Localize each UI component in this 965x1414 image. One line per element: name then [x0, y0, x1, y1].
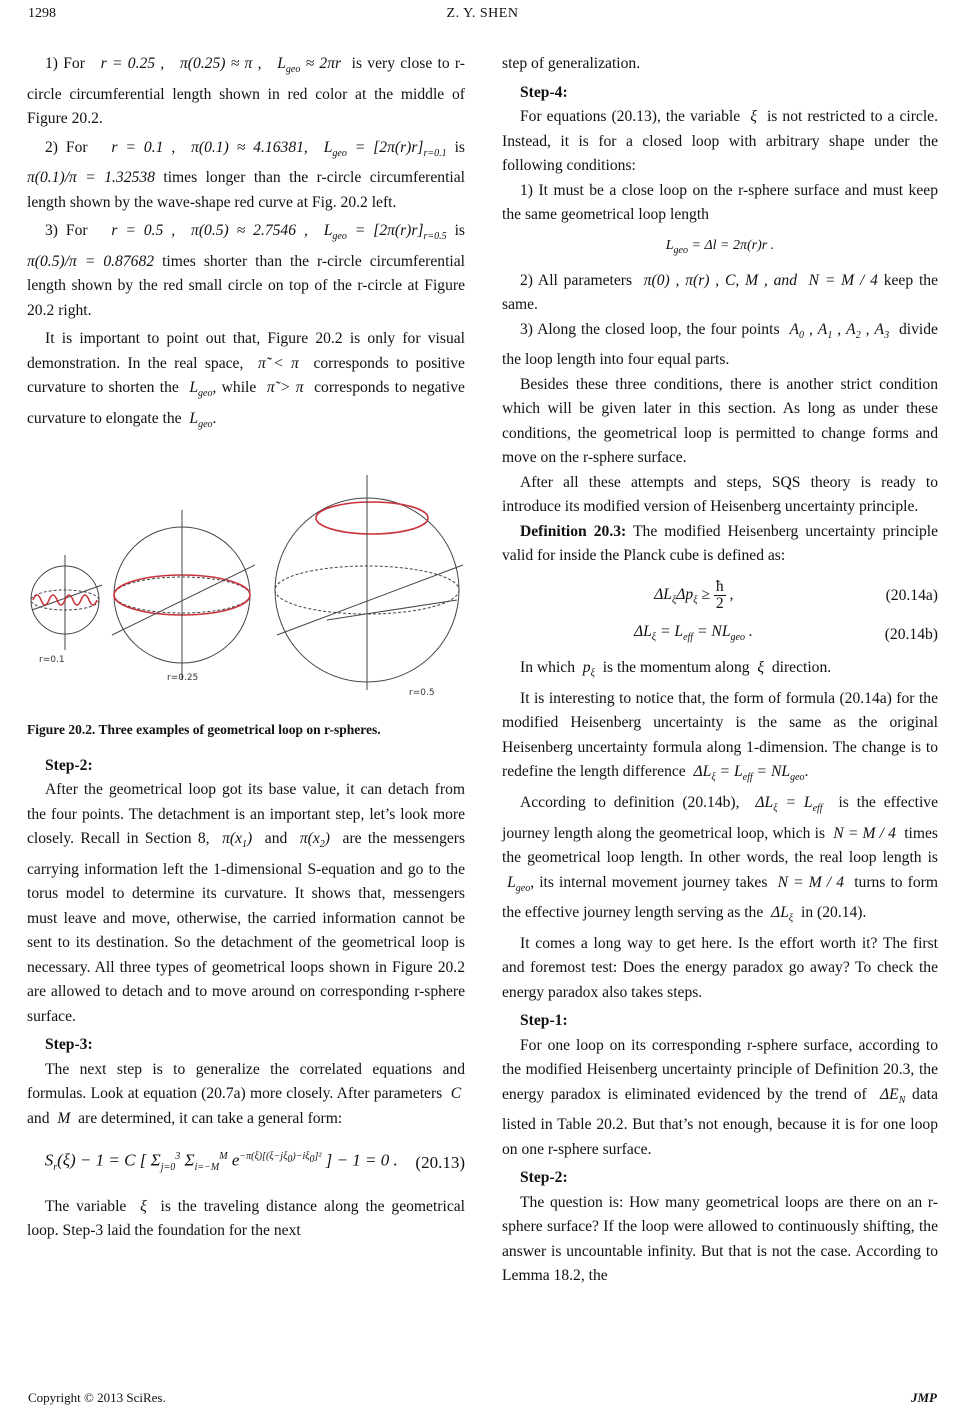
long-way-text: It comes a long way to get here. Is the effort worth it? The first and foremost test: Does the energy paradox go away? To check the energy paradox also takes steps.: [502, 934, 938, 1001]
label-r-middle: r=0.25: [167, 672, 199, 683]
definition-20-3: Definition 20.3: The modified Heisenberg uncertainty principle valid for inside the Planck cube is defined as:: [502, 522, 938, 565]
equation-20-14b: $\Delta L_\xi = L_{eff} = NL_{geo}$ . (20.14b): [633, 622, 938, 643]
step-3-text: The next step is to generalize the correlated equations and formulas. Look at equation (20.7a) more closely. After parameters C and M are determined, it can take a general form:: [27, 1060, 466, 1127]
equation-20-13: $S_r(\xi) - 1 = C$ [ $\Sigma_{j=0}^3$ $\Sigma_{i=-M}^M$ $e^{-\pi(\xi)[(\xi-j\xi_0)-i\xi_0]^2}$ ] − 1 = 0 . (20.13): [44, 1150, 465, 1174]
sphere-illustration: [27, 460, 465, 710]
equation-20-14a: $\Delta L_\xi\Delta p_\xi$ ≥ $\frac{ħ}{2}$ , (20.14a): [654, 577, 938, 612]
sphere-middle: [112, 510, 255, 680]
besides-text: Besides these three conditions, there is another strict condition which will be given later in this section. As long as under these conditions, the geometrical loop is permitted to change forms and move on the r-sphere surface.: [502, 375, 938, 467]
in-which-text: In which $p_\xi$ is the momentum along ξ direction.: [520, 659, 832, 680]
right-column: [502, 52, 938, 1289]
copyright: Copyright © 2013 SciRes.: [28, 1390, 166, 1405]
item-1: 1) For r = 0.25 , π(0.25) ≈ π , $L_{geo} \approx 2\pi r$ is very close to r-circle circumferential length shown in red color at the middle of Figure 20.2.: [27, 55, 465, 128]
interesting-text: It is interesting to notice that, the form of formula (20.14a) for the modified Heisenberg uncertainty is the same as the original Heisenberg uncertainty formula along 1-dimension. The change is to redefine the length difference $\Delta L_\xi = L_{eff} = NL_{geo}$.: [502, 689, 938, 784]
loop-length-equation: $L_{geo} = \Delta l = 2\pi(r)r$ .: [665, 237, 775, 256]
condition-3: 3) Along the closed loop, the four points $A_0$ , $A_1$ , $A_2$ , $A_3$ divide the loop length into four equal parts.: [502, 320, 938, 369]
label-r-right: r=0.5: [409, 687, 435, 698]
s1-text: For one loop on its corresponding r-sphere surface, according to the modified Heisenberg uncertainty principle of Definition 20.3, the energy paradox is eliminated evidenced by the trend of $\Delta E_N$ data listed in Table 20.2. But that’s not enough, because it is for one loop on one r-sphere surface.: [502, 1036, 938, 1158]
item-3: 3) For r = 0.5 , π(0.5) ≈ 2.7546 , $L_{geo} = [2\pi(r)r]_{r=0.5}$ is π(0.5)/π = 0.87682 times shorter than the r-circle circumferential length shown by the red small circle on top of the r-circle at Figure 20.2 right.: [27, 222, 465, 319]
figure-20-2: [27, 460, 465, 710]
continued-text: step of generalization.: [502, 55, 641, 72]
according-text: According to definition (20.14b), $\Delta L_\xi = L_{eff}$ is the effective journey length along the geometrical loop, which is N = M / 4 times the geometrical loop length. In other words, the real loop length is $L_{geo}$, its internal movement journey takes N = M / 4 turns to form the effective journey length serving as the $\Delta L_\xi$ in (20.14).: [502, 793, 939, 925]
s2-title: Step-2:: [520, 1169, 568, 1187]
step-2-title: Step-2:: [45, 756, 93, 774]
condition-1: 1) It must be a close loop on the r-sphere surface and must keep the same geometrical loop length: [502, 181, 938, 223]
after-all-text: After all these attempts and steps, SQS theory is ready to introduce its modified version of Heisenberg uncertainty principle.: [502, 473, 938, 516]
running-author: Z. Y. SHEN: [446, 6, 519, 21]
page-number: 1298: [28, 6, 56, 21]
page-footer: [28, 1390, 937, 1410]
condition-2: 2) All parameters π(0) , π(r) , C, M , and N = M / 4 keep the same.: [502, 271, 938, 314]
after-eq-text: The variable ξ is the traveling distance along the geometrical loop. Step-3 laid the foundation for the next: [27, 1197, 465, 1240]
step-2-text: After the geometrical loop got its base value, it can detach from the four points. The detachment is an important step, let’s look more closely. Recall in Section 8, $\pi(x_1)$ and $\pi(x_2)$ are the messengers carrying information left the 1-dimensional S-equation and go to the torus model to determine its curvature. It shows that, messengers must leave and move, otherwise, the carried information cannot be sent to its destination. So the detachment of the geometrical loop is necessary. All three types of geometrical loops shown in Figure 20.2 are allowed to detach and to move around on corresponding r-sphere surface.: [27, 781, 466, 1025]
page-header: [28, 6, 937, 28]
step-3-title: Step-3:: [45, 1036, 93, 1054]
step-4-title: Step-4:: [520, 83, 568, 101]
s2-text: The question is: How many geometrical loops are there on an r-sphere surface? If the loop were allowed to continuously shifting, the answer is uncountable infinity. But that is not the case. According to Lemma 18.2, the: [502, 1193, 938, 1285]
step-4-text: For equations (20.13), the variable ξ is not restricted to a circle. Instead, it is for a closed loop with arbitrary shape under the following conditions:: [502, 108, 939, 174]
sphere-left: [31, 555, 102, 650]
journal-name: JMP: [911, 1390, 937, 1405]
item-2: 2) For r = 0.1 , π(0.1) ≈ 4.16381, $L_{geo} = [2\pi(r)r]_{r=0.1}$ is π(0.1)/π = 1.32538 times longer than the r-circle circumferential length shown by the wave-shape red curve at Fig. 20.2 left.: [27, 138, 465, 211]
sphere-right: [275, 475, 463, 690]
label-r-left: r=0.1: [39, 654, 65, 665]
figure-caption: Figure 20.2. Three examples of geometrical loop on r-spheres.: [27, 721, 381, 737]
s1-title: Step-1:: [520, 1012, 568, 1030]
left-column: [27, 52, 465, 1244]
para-important: It is important to point out that, Figure 20.2 is only for visual demonstration. In the real space, π̃ < π corresponds to positive curvature to shorten the $L_{geo}$, while π̃ > π corresponds to negative curvature to elongate the $L_{geo}$.: [27, 330, 465, 431]
